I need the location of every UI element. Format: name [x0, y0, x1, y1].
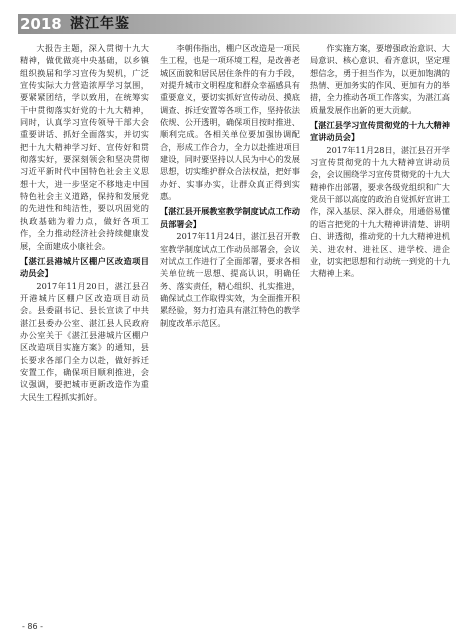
paragraph: 2017年11月20日，湛江县召开港城片区棚户区改造项目动员会。县委副书记、县长宣读了中共湛江县委办公室、湛江县人民政府办公室关于《湛江县港城片区棚户区改造项目实施方案》的通知，县长要求各部门全力以赴，做好拆迁安置工作，确保项目顺利推进，会议强调，要把城市更新改造作为重大民生工程抓实抓好。: [20, 280, 149, 402]
page-number: - 86 -: [22, 622, 44, 631]
paragraph: 2017年11月24日，湛江县召开教室教学制度试点工作动员部署会，会议对试点工作进行了全面部署，要求各相关单位统一思想、提高认识，明确任务、落实责任，精心组织、扎实推进，确保试点工作取得实效，为全面推开积累经验，努力打造具有湛江特色的教学制度改革示范区。: [160, 231, 300, 328]
paragraph: 作实施方案，要增强政治意识、大局意识、核心意识、看齐意识，坚定理想信念，勇于担当作为，以更加饱满的热情、更加务实的作风、更加有力的举措，全力推动各项工作落实，为湛江高质量发展作出新的更大贡献。: [310, 43, 450, 115]
paragraph: 2017年11月28日，湛江县召开学习宣传贯彻党的十九大精神宣讲动员会，会议围绕学习宣传贯彻党的十九大精神作出部署，要求各级党组织和广大党员干部以高度的政治自觉抓好宣讲工作，深入基层、深入群众，用通俗易懂的语言把党的十九大精神讲清楚、讲明白、讲透彻，推动党的十九大精神进机关、进农村、进社区、进学校、进企业，切实把思想和行动统一到党的十九大精神上来。: [310, 144, 450, 279]
section-heading: 【湛江县开展教室教学制度试点工作动员部署会】: [160, 206, 300, 229]
text-column-1: [20, 42, 149, 622]
page-header: [0, 8, 468, 38]
section-heading: 【湛江县港城片区棚户区改造项目动员会】: [20, 255, 149, 279]
section-heading: 【湛江县学习宣传贯彻党的十九大精神宣讲动员会】: [310, 120, 450, 143]
text-column-2: [160, 42, 300, 622]
text-column-3: [310, 42, 450, 622]
paragraph: 李朝伟指出，棚户区改造是一项民生工程，也是一项环境工程，是改善老城区面貌和居民居住条件的有力手段，对提升城市文明程度和群众幸福感具有重要意义，要切实抓好宣传动员、摸底调查、拆迁安置等各项工作，坚持依法依规、公开透明，确保项目按时推进、顺利完成。各相关单位要加强协调配合，形成工作合力，全力以赴推进项目建设，同时要坚持以人民为中心的发展思想，切实维护群众合法权益，把好事办好、实事办实，让群众真正得到实惠。: [160, 43, 300, 202]
yearbook-title: 湛江年鉴: [70, 16, 130, 32]
yearbook-year: 2018: [20, 15, 62, 33]
paragraph: 大报告主题，深入贯彻十九大精神，做优做亮中央基础，以乡镇组织换届和学习宣传为契机，广泛宣传实际大力营造浓厚学习氛围，要紧紧团结，学以致用，在统筹实干中贯彻落实好党的十九大精神，同时，认真学习宣传领导干部大会重要讲话、抓好全面落实，并切实把十九大精神学习好、宣传好和贯彻落实好，要深刻领会和坚决贯彻习近平新时代中国特色社会主义思想十大，进一步坚定不移地走中国特色社会主义道路，保持和发展党的先进性和纯洁性，要以巩固党的执政基础为着力点，做好各项工作，全力推动经济社会持续健康发展，全面建成小康社会。: [20, 43, 149, 251]
